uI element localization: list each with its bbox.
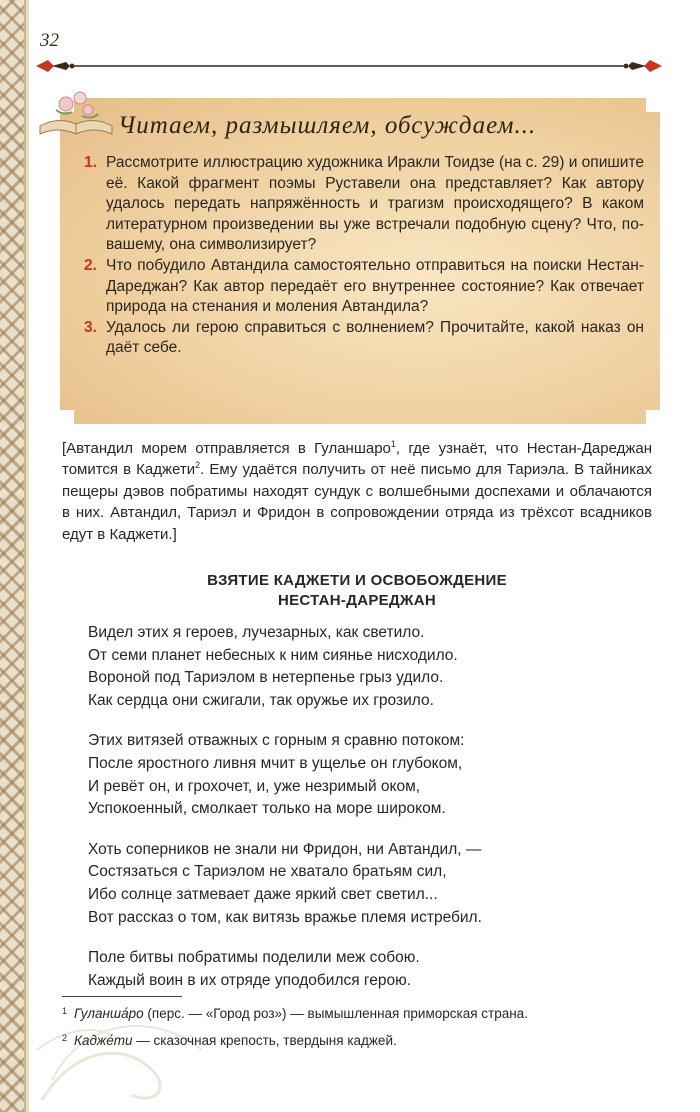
task-text: Что побудило Автандила самостоятельно отправиться на поиски Нестан-Дареджан? Как автор передаёт его внутреннее состояние? Как отвечает природа на стенания и моления Автандила?: [106, 256, 644, 316]
poem-stanza: [88, 839, 648, 929]
section-heading: Читаем, размышляем, обсуждаем...: [118, 112, 537, 139]
footnote-ref: 2: [195, 460, 201, 471]
task-text: Рассмотрите иллюстрацию художника Иракли Тоидзе (на с. 29) и опишите её. Какой фрагмент поэмы Руставели она представляет? Как автору удалось передать напряжённость и трагизм происходящего? В каком литературном произведении вы уже встречали подобную сцену? Что, по-вашему, она символизирует?: [106, 154, 644, 254]
footnote-text: (перс. — «Город роз») — вымышленная приморская страна.: [143, 1006, 528, 1021]
poem-line: Успокоенный, смолкает только на море широком.: [88, 800, 446, 818]
footnote-text: — сказочная крепость, твердыня каджей.: [132, 1033, 397, 1048]
footnote-term: Гуланша́ро: [74, 1006, 144, 1021]
poem-line: От семи планет небесных к ним сиянье нисходило.: [88, 646, 458, 664]
book-flower-icon: [36, 86, 118, 138]
poem-line: После яростного ливня мчит в ущелье он глубоком,: [88, 754, 463, 772]
poem-line: Вороной под Тариэлом в нетерпенье грыз удило.: [88, 669, 444, 687]
footnote-mark: 1: [62, 1006, 68, 1016]
task-number: 2.: [84, 256, 97, 274]
poem-stanza: [88, 730, 648, 820]
poem-line: И ревёт он, и грохочет, и, уже незримый оком,: [88, 777, 421, 795]
chapter-title: ВЗЯТИЕ КАДЖЕТИ И ОСВОБОЖДЕНИЕ НЕСТАН-ДАРЕДЖАН: [207, 572, 507, 609]
plot-summary: [Автандил морем отправляется в Гуланшаро$^1$, где узнаёт, что Нестан-Дареджан томится в Каджети$^2$. Ему удаётся получить от неё письмо для Тариэла. В тайниках пещеры дэвов побратимы находят сундук с волшебными доспехами и облачаются в них. Автандил, Тариэл и Фридон в сопровождении отряда из трёхсот всадников едут в Каджети.]: [62, 439, 652, 543]
border-edge: [26, 0, 29, 1112]
poem-stanza: [88, 622, 648, 712]
footnote-mark: 2: [62, 1033, 68, 1043]
poem-line: Вот рассказ о том, как витязь вражье племя истребил.: [88, 908, 482, 926]
task-list: [84, 153, 644, 359]
footnote-ref: 1: [390, 439, 396, 449]
poem-line: Как сердца они сжигали, так оружье их грозило.: [88, 691, 434, 709]
poem-line: Хоть соперников не знали ни Фридон, ни Автандил, —: [88, 840, 482, 858]
header-divider: [34, 56, 664, 76]
poem-line: Видел этих я героев, лучезарных, как светило.: [88, 624, 425, 641]
poem-line: Состязаться с Тариэлом не хватало братьям сил,: [88, 863, 447, 881]
poem-stanza: [88, 947, 648, 992]
poem-line: Каждый воин в их отряде уподобился герою.: [88, 971, 412, 989]
task-item: [84, 318, 644, 359]
ornamental-border: [0, 0, 26, 1112]
task-number: 3.: [84, 318, 97, 336]
footnote: [62, 1004, 652, 1024]
task-number: 1.: [84, 154, 97, 171]
page-number: 32: [40, 30, 59, 51]
footnotes: [62, 1004, 652, 1058]
task-item: [84, 153, 644, 256]
footnote-divider: [62, 996, 182, 997]
poem-line: Этих витязей отважных с горным я сравню потоком:: [88, 732, 465, 750]
task-text: Удалось ли герою справиться с волнением? Прочитайте, какой наказ он даёт себе.: [106, 318, 644, 357]
poem-line: Поле битвы побратимы поделили меж собою.: [88, 949, 420, 967]
poem-line: Ибо солнце затмевает даже яркий свет светил...: [88, 885, 438, 903]
task-item: [84, 256, 644, 318]
poem: [88, 622, 648, 1010]
footnote-term: Кадже́ти: [74, 1033, 133, 1048]
footnote: [62, 1031, 652, 1051]
